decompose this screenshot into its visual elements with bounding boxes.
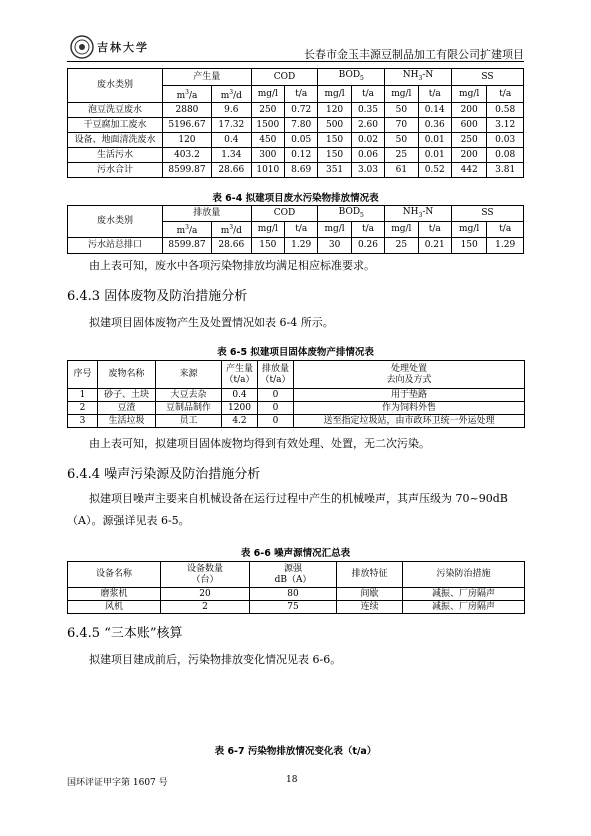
table-cell: 150: [318, 133, 351, 148]
table-cell: 1: [68, 389, 98, 402]
unit-cell: mg/l: [251, 86, 284, 103]
header-cell: 源强 dB（A）: [250, 562, 337, 588]
table-cell: 17.32: [211, 118, 251, 133]
table-cell: 豆制品制作: [156, 402, 222, 415]
header-cell: 排放量: [162, 206, 251, 222]
unit-cell: $m^3/a$: [162, 86, 211, 103]
table-cell: 0.05: [285, 133, 318, 148]
table-cell: 2: [161, 601, 250, 614]
table-cell: 28.66: [211, 163, 251, 178]
table-cell: 0.4: [222, 389, 258, 402]
header-cell: 废物名称: [98, 361, 156, 389]
table-cell: 200: [451, 103, 486, 118]
header-cell: 处理处置 去向及方式: [294, 361, 525, 389]
table-cell: 300: [251, 148, 284, 163]
section-heading-6-4-5: 6.4.5 “三本账”核算: [67, 626, 183, 641]
table-cell: 3: [68, 415, 98, 428]
table-6-5: [67, 360, 525, 428]
table-cell: 生活污水: [68, 148, 163, 163]
table-cell: 0.02: [351, 133, 384, 148]
table-cell: 员工: [156, 415, 222, 428]
unit-cell: mg/l: [451, 222, 486, 238]
header-cell: COD: [251, 69, 318, 86]
section-heading-6-4-4: 6.4.4 噪声污染源及防治措施分析: [67, 467, 261, 482]
table-6-4-caption: 表 6-4 拟建项目废水污染物排放情况表: [212, 193, 379, 204]
table-cell: 75: [250, 601, 337, 614]
table-cell: 磨浆机: [68, 588, 161, 601]
header-cell: $NH_3-N$: [385, 69, 452, 86]
table-6-6: [67, 561, 525, 614]
unit-cell: t/a: [487, 86, 524, 103]
table-cell: 0.03: [487, 133, 524, 148]
table-cell: 0.26: [351, 238, 384, 254]
page-number: 18: [286, 775, 298, 785]
table-cell: 间歇: [337, 588, 403, 601]
table-cell: 0.06: [351, 148, 384, 163]
paragraph: 拟建项目噪声主要来自机械设备在运行过程中产生的机械噪声，其声压级为 70~90dB（A）。源强详见表 6-5。: [67, 492, 508, 527]
table-cell: 污水合计: [68, 163, 163, 178]
table-cell: 减振、厂房隔声: [403, 601, 525, 614]
table-cell: 0.72: [285, 103, 318, 118]
table-cell: 0.01: [418, 148, 451, 163]
header-rule: [67, 61, 524, 62]
table-row: [68, 238, 524, 254]
unit-cell: t/a: [351, 86, 384, 103]
table-cell: 250: [451, 133, 486, 148]
table-cell: 80: [250, 588, 337, 601]
table-cell: 连续: [337, 601, 403, 614]
table-cell: 0.35: [351, 103, 384, 118]
section-heading-6-4-3: 6.4.3 固体废物及防治措施分析: [67, 289, 248, 304]
header-cell: 设备名称: [68, 562, 161, 588]
header-cell: 设备数量 （台）: [161, 562, 250, 588]
table-cell: 50: [385, 103, 418, 118]
unit-cell: mg/l: [385, 222, 418, 238]
table-cell: 70: [385, 118, 418, 133]
table-cell: 0.4: [211, 133, 251, 148]
header-cell: $BOD_5$: [318, 206, 385, 222]
table-cell: 0: [258, 415, 294, 428]
unit-cell: $m^3/d$: [211, 222, 251, 238]
unit-cell: mg/l: [318, 86, 351, 103]
table-cell: 3.12: [487, 118, 524, 133]
table-cell: 9.6: [211, 103, 251, 118]
table-cell: 生活垃圾: [98, 415, 156, 428]
table-6-6-caption: 表 6-6 噪声源情况汇总表: [240, 548, 351, 559]
table-cell: 450: [251, 133, 284, 148]
table-cell: 3.81: [487, 163, 524, 178]
header-cell: SS: [451, 69, 523, 86]
table-cell: 500: [318, 118, 351, 133]
table-cell: 豆渣: [98, 402, 156, 415]
header-cell: 排放特征: [337, 562, 403, 588]
table-cell: 送至指定垃圾站，由市政环卫统一外运处理: [294, 415, 525, 428]
header-cell: COD: [251, 206, 318, 222]
table-6-5-caption: 表 6-5 拟建项目固体废物产排情况表: [217, 347, 374, 358]
table-cell: 120: [162, 133, 211, 148]
table-cell: 351: [318, 163, 351, 178]
table-cell: 8599.87: [162, 163, 211, 178]
table-cell: 8599.87: [162, 238, 211, 254]
header-cell: 来源: [156, 361, 222, 389]
unit-cell: t/a: [418, 222, 451, 238]
table-cell: 泡豆洗豆废水: [68, 103, 163, 118]
table-cell: 403.2: [162, 148, 211, 163]
table-cell: 1010: [251, 163, 284, 178]
paragraph: 由上表可知，拟建项目固体废物均得到有效处理、处置，无二次污染。: [89, 437, 430, 450]
table-cell: 0.36: [418, 118, 451, 133]
table-row: [68, 389, 525, 402]
logo-wordmark: 吉林大学: [97, 41, 149, 54]
paragraph: 拟建项目建成前后，污染物排放变化情况见表 6-6。: [89, 653, 342, 666]
table-cell: 1.29: [487, 238, 524, 254]
project-title: 长春市金玉丰源豆制品加工有限公司扩建项目: [304, 48, 524, 61]
table-cell: 0.52: [418, 163, 451, 178]
header-cell: $BOD_5$: [318, 69, 385, 86]
unit-cell: t/a: [285, 222, 318, 238]
unit-cell: mg/l: [251, 222, 284, 238]
table-cell: 25: [385, 238, 418, 254]
table-cell: 120: [318, 103, 351, 118]
table-cell: 2: [68, 402, 98, 415]
header-cell: 序号: [68, 361, 98, 389]
table-row: [68, 103, 524, 118]
table-cell: 2880: [162, 103, 211, 118]
table-cell: 砂子、土块: [98, 389, 156, 402]
header-cell: 废水类别: [68, 206, 163, 238]
table-cell: 0: [258, 389, 294, 402]
table-cell: 20: [161, 588, 250, 601]
table-cell: 2.60: [351, 118, 384, 133]
table-cell: 1200: [222, 402, 258, 415]
table-cell: 7.80: [285, 118, 318, 133]
table-cell: 150: [318, 148, 351, 163]
header-cell: 排放量 （t/a）: [258, 361, 294, 389]
table-row: [68, 588, 525, 601]
table-cell: 250: [251, 103, 284, 118]
header-cell: 产生量 （t/a）: [222, 361, 258, 389]
table-6-7-caption: 表 6-7 污染物排放情况变化表（t/a）: [214, 746, 377, 757]
table-cell: 30: [318, 238, 351, 254]
table-cell: 0.01: [418, 133, 451, 148]
wastewater-generation-table: [67, 68, 524, 178]
unit-cell: t/a: [418, 86, 451, 103]
table-cell: 4.2: [222, 415, 258, 428]
table-cell: 0.12: [285, 148, 318, 163]
table-6-4: [67, 205, 524, 254]
table-cell: 0.21: [418, 238, 451, 254]
header-cell: $NH_3-N$: [385, 206, 452, 222]
unit-cell: mg/l: [451, 86, 486, 103]
table-cell: 5196.67: [162, 118, 211, 133]
table-cell: 442: [451, 163, 486, 178]
header-cell: 污染防治措施: [403, 562, 525, 588]
table-cell: 25: [385, 148, 418, 163]
table-cell: 风机: [68, 601, 161, 614]
table-cell: 0.08: [487, 148, 524, 163]
table-cell: 1.29: [285, 238, 318, 254]
certificate-number: 国环评证甲字第 1607 号: [67, 778, 168, 788]
table-row: [68, 163, 524, 178]
table-cell: 减振、厂房隔声: [403, 588, 525, 601]
table-cell: 0.58: [487, 103, 524, 118]
table-row: [68, 148, 524, 163]
table-row: [68, 402, 525, 415]
table-cell: 600: [451, 118, 486, 133]
table-cell: 0.14: [418, 103, 451, 118]
table-cell: 8.69: [285, 163, 318, 178]
unit-cell: mg/l: [318, 222, 351, 238]
table-cell: 150: [251, 238, 284, 254]
table-cell: 61: [385, 163, 418, 178]
table-cell: 污水站总排口: [68, 238, 163, 254]
table-cell: 50: [385, 133, 418, 148]
table-cell: 大豆去杂: [156, 389, 222, 402]
table-cell: 3.03: [351, 163, 384, 178]
header-cell: 产生量: [162, 69, 251, 86]
table-cell: 干豆腐加工废水: [68, 118, 163, 133]
table-cell: 150: [451, 238, 486, 254]
unit-cell: $m^3/a$: [162, 222, 211, 238]
table-row: [68, 133, 524, 148]
table-row: [68, 415, 525, 428]
table-cell: 1.34: [211, 148, 251, 163]
table-cell: 200: [451, 148, 486, 163]
table-cell: 1500: [251, 118, 284, 133]
unit-cell: mg/l: [385, 86, 418, 103]
table-row: [68, 601, 525, 614]
table-row: [68, 118, 524, 133]
table-cell: 作为饲料外售: [294, 402, 525, 415]
paragraph: 由上表可知，废水中各项污染物排放均满足相应标准要求。: [89, 259, 375, 272]
header-cell: 废水类别: [68, 69, 163, 103]
header-cell: SS: [451, 206, 523, 222]
table-cell: 28.66: [211, 238, 251, 254]
table-cell: 用于垫路: [294, 389, 525, 402]
paragraph: 拟建项目固体废物产生及处置情况如表 6-4 所示。: [89, 316, 334, 329]
table-cell: 0: [258, 402, 294, 415]
unit-cell: t/a: [487, 222, 524, 238]
unit-cell: t/a: [285, 86, 318, 103]
unit-cell: $m^3/d$: [211, 86, 251, 103]
table-cell: 设备、地面清洗废水: [68, 133, 163, 148]
unit-cell: t/a: [351, 222, 384, 238]
